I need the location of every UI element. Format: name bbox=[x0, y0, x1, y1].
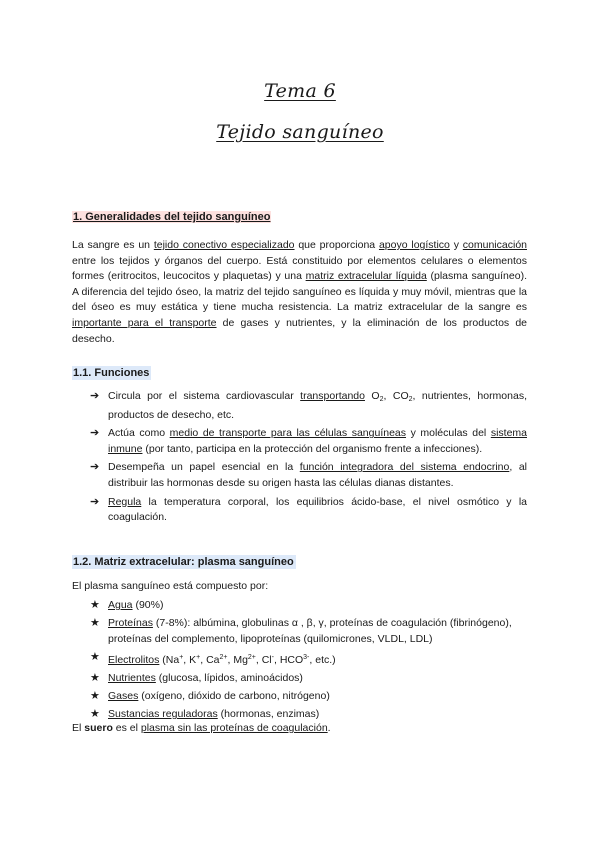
list-item: ★ Gases (oxígeno, dióxido de carbono, nitrógeno) bbox=[90, 689, 530, 705]
section-heading-generalidades: 1. Generalidades del tejido sanguíneo bbox=[73, 211, 271, 223]
star-icon: ★ bbox=[90, 650, 100, 663]
plasma-intro: El plasma sanguíneo está compuesto por: bbox=[72, 580, 269, 592]
star-icon: ★ bbox=[90, 671, 100, 684]
star-icon: ★ bbox=[90, 708, 100, 721]
arrow-icon: ➔ bbox=[90, 495, 100, 508]
list-item: ➔ Desempeña un papel esencial en la función integradora del sistema endocrino, al distribuir las hormonas desde su origen hasta las células dianas distantes. bbox=[90, 461, 528, 489]
list-item: ★ Electrolitos (Na+, K+, $Ca^{2+}$, $Mg^{2+}$, Cl-, $HCO^{3-}$, etc.) bbox=[90, 650, 336, 666]
star-icon: ★ bbox=[90, 689, 100, 702]
section-heading-funciones: 1.1. Funciones bbox=[73, 367, 150, 379]
functions-list bbox=[90, 389, 527, 529]
list-item: ➔ Circula por el sistema cardiovascular transportando $O_2$, $CO_2$, nutrientes, hormonas, productos de desecho, etc. bbox=[90, 390, 527, 421]
plasma-components-list bbox=[90, 598, 530, 725]
section-heading-matriz: 1.2. Matriz extracelular: plasma sanguíneo bbox=[73, 556, 294, 568]
page-subtitle: Tejido sanguíneo bbox=[216, 121, 384, 143]
star-icon: ★ bbox=[90, 599, 100, 611]
list-item: ★ Proteínas (7-8%): albúmina, globulinas α , β, γ, proteínas de coagulación (fibrinógeno), proteínas del complemento, lipoproteínas (quilomicrones, VLDL, LDL) bbox=[90, 617, 512, 645]
arrow-icon: ➔ bbox=[90, 427, 100, 440]
list-item: ★ Agua (90%) bbox=[90, 598, 530, 614]
list-item: ★ Sustancias reguladoras (hormonas, enzimas) bbox=[90, 707, 530, 723]
arrow-icon: ➔ bbox=[90, 461, 100, 474]
paragraph-generalidades: La sangre es un tejido conectivo especializado que proporciona apoyo logístico y comunicación entre los tejidos y órganos del cuerpo. Está constituido por elementos celulares o elementos formes (eritrocitos, leucocitos y plaquetas) y una matriz extracelular líquida (plasma sanguíneo). A diferencia del tejido óseo, la matriz del tejido sanguíneo es líquida y muy móvil, mientras que la del óseo es muy estática y tiene mucha resistencia. La matriz extracelular de la sangre es importante para el transporte de gases y nutrientes, y la eliminación de los productos de desecho. bbox=[72, 239, 527, 345]
page-title: Tema 6 bbox=[264, 80, 336, 102]
suero-definition: El suero es el plasma sin las proteínas de coagulación. bbox=[72, 722, 331, 734]
list-item: ➔ Actúa como medio de transporte para las células sanguíneas y moléculas del sistema inmune (por tanto, participa en la protección del organismo frente a infecciones). bbox=[90, 427, 527, 455]
arrow-icon: ➔ bbox=[90, 390, 100, 402]
star-icon: ★ bbox=[90, 617, 100, 630]
list-item: ➔ Regula la temperatura corporal, los equilibrios ácido-base, el nivel osmótico y la coagulación. bbox=[90, 495, 527, 524]
list-item: ★ Nutrientes (glucosa, lípidos, aminoácidos) bbox=[90, 671, 530, 687]
